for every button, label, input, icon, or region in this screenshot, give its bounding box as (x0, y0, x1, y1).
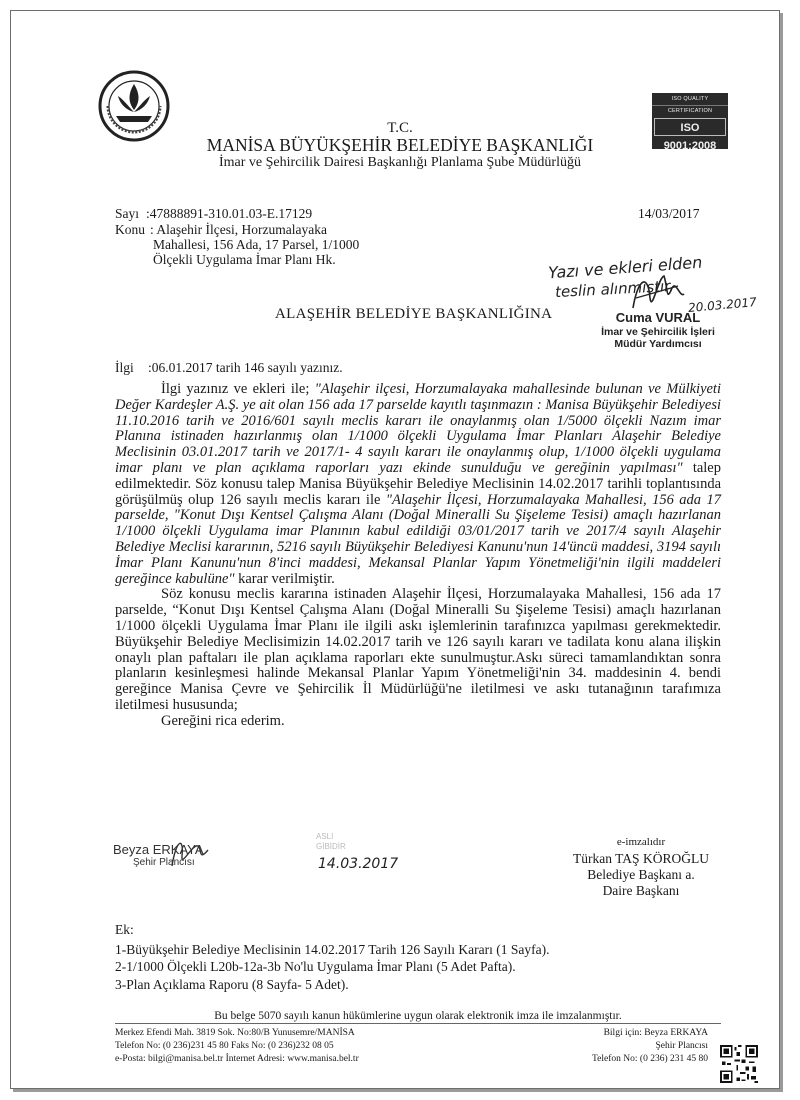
ilgi-value: :06.01.2017 tarih 146 sayılı yazınız. (148, 360, 343, 375)
body-paragraph: Söz konusu meclis kararına istinaden Alaşehir İlçesi, Horzumalayaka Mahallesi, 156 ada 17 parselde, “Konut Dışı Kentsel Çalışma Alanı (Doğal Mineralli Su Şişeleme Tesisi) amaçlı hazırlanan 1/1000 ölçekli Uygulama İmar Planı ile ilgili askı işlemlerinin tarafınızca yapılması gerekmektedir. Büyükşehir Belediye Meclisimizin 14.02.2017 tarih ve 126 sayılı kararı ve tadilata konu alana ilişkin onaylı plan paftaları ile plan açıklama raporları ekte sunulmuştur.Askı süreci tamamlandıktan sonra planların kesinleşmesi halinde Mekansal Planlar Yapım Yönetmeliği'nin 34. maddesinin 4. bendi gereğince Manisa Çevre ve Şehircilik İl Müdürlüğü'ne iletilmesi ve askı tutanağının tarafımıza iletilmesi hususunda; (115, 586, 721, 713)
konu-line: : Alaşehir İlçesi, Horzumalayaka (150, 222, 327, 237)
handwritten-signature (168, 832, 228, 872)
signer-title: Daire Başkanı (602, 883, 680, 898)
recipient: ALAŞEHİR BELEDİYE BAŞKANLIĞINA (275, 306, 553, 322)
konu-line: Ölçekli Uygulama İmar Planı Hk. (153, 252, 336, 267)
signer-name: Türkan TAŞ KÖROĞLU (573, 851, 709, 866)
document-date: 14/03/2017 (638, 206, 700, 221)
annex-label: Ek: (115, 922, 134, 937)
esign-note: e-imzalıdır (616, 836, 666, 848)
stamp-title: Müdür Yardımcısı (614, 338, 702, 350)
header-tc: T.C. (387, 120, 413, 136)
footer-info: Bilgi için: Beyza ERKAYA Şehir Plancısı Telefon No: (0 236) 231 45 80 (592, 1028, 708, 1064)
handwritten-note: teslin alınmıştır. (554, 276, 675, 302)
stamp-title: İmar ve Şehircilik İşleri (601, 326, 715, 338)
stamp-name: Cuma VURAL (615, 310, 701, 325)
signer-name: Beyza ERKAYA (113, 842, 204, 857)
body-closing: Gereğini rica ederim. (161, 712, 285, 729)
footer-contact (115, 1027, 359, 1066)
iso-certification-badge: ISO QUALITY CERTIFICATION ISO 9001:2008 (652, 93, 728, 149)
sayi-label: Sayı (115, 206, 140, 221)
handwritten-date: 14.03.2017 (318, 856, 399, 872)
qr-code-icon (720, 1045, 758, 1083)
header-department: İmar ve Şehircilik Dairesi Başkanlığı Planlama Şube Müdürlüğü (219, 155, 581, 170)
esign-legal-notice: Bu belge 5070 sayılı kanun hükümlerine uygun olarak elektronik imza ile imzalanmıştır. (115, 1010, 721, 1024)
signature-right (556, 834, 726, 899)
konu-value (150, 222, 410, 267)
annex-item: 1-Büyükşehir Belediye Meclisinin 14.02.2017 Tarih 126 Sayılı Kararı (1 Sayfa). (115, 941, 550, 957)
certified-copy-stamp: ASLI GİBİDİR (316, 832, 346, 851)
official-stamp (588, 310, 728, 350)
handwritten-date: 20.03.2017 (687, 295, 758, 315)
signer-title: Şehir Plancısı (133, 857, 195, 868)
sayi-value: :47888891-310.01.03-E.17129 (146, 206, 313, 221)
konu-line: Mahallesi, 156 Ada, 17 Parsel, 1/1000 (153, 237, 360, 252)
footer-phones: Telefon No: (0 236)231 45 80 Faks No: (0 236)232 08 05 (115, 1041, 334, 1051)
handwritten-note: Yazı ve ekleri elden (547, 252, 703, 283)
annex-item: 3-Plan Açıklama Raporu (8 Sayfa- 5 Adet). (115, 976, 349, 992)
signer-title: Belediye Başkanı a. (587, 867, 695, 882)
footer-address: Merkez Efendi Mah. 3819 Sok. No:80/B Yunusemre/MANİSA (115, 1028, 355, 1038)
ilgi-label: İlgi (115, 360, 134, 375)
letter-body (115, 382, 721, 730)
annex-item: 2-1/1000 Ölçekli L20b-12a-3b No'lu Uygulama İmar Planı (5 Adet Pafta). (115, 959, 516, 974)
footer-email: e-Posta: bilgi@manisa.bel.tr İnternet Adresi: www.manisa.bel.tr (115, 1054, 359, 1064)
body-paragraph: İlgi yazınız ve ekleri ile; "Alaşehir ilçesi, Horzumalayaka mahallesinde bulunan ve Mülkiyeti Değer Kardeşler A.Ş. ye ait olan 156 ada 17 parselde kayıtlı taşınmazın : Manisa Büyükşehir Belediyesi 11.10.2016 tarih ve 2016/601 sayılı meclis kararı ile onaylanmış olan 1/5000 ölçekli Nazım imar Planına istinaden hazırlanmış olan 1/1000 ölçekli Uygulama İmar Planları Alaşehir Belediye Meclisinin 03.01.2017 tarih ve 2017/1- 4 sayılı kararı ile onaylanmış olup, 1/1000 ölçekli uygulama imar planı ve plan açıklama raporları yazı ekinde sunulduğu ve gereğinin yapılması" talep edilmektedir. Söz konusu talep Manisa Büyükşehir Belediye Meclisinin 14.02.2017 tarihli toplantısında görüşülmüş olup 126 sayılı meclis kararı ile "Alaşehir İlçesi, Horzumalayaka Mahallesi, 156 ada 17 parselde, "Konut Dışı Kentsel Çalışma Alanı (Doğal Mineralli Su Şişeleme Tesisi) amaçlı hazırlanan 1/1000 ölçekli Uygulama imar Planının kabul edildiği 03/01/2017 tarih ve 2017/4 sayılı Alaşehir Belediye Meclisi kararının, 5216 sayılı Büyükşehir Belediyesi Kanunu'nun 14'üncü maddesi, 3194 sayılı İmar Planı Kanunu'nun 8'inci maddesi, Mekansal Planlar Yapım Yönetmeliği'nin ilgili maddeleri gereğince kabulüne" karar verilmiştir. (115, 381, 722, 587)
header-organization: MANİSA BÜYÜKŞEHİR BELEDİYE BAŞKANLIĞI (206, 135, 594, 155)
annex-list (115, 921, 549, 993)
konu-label: Konu (115, 222, 145, 237)
